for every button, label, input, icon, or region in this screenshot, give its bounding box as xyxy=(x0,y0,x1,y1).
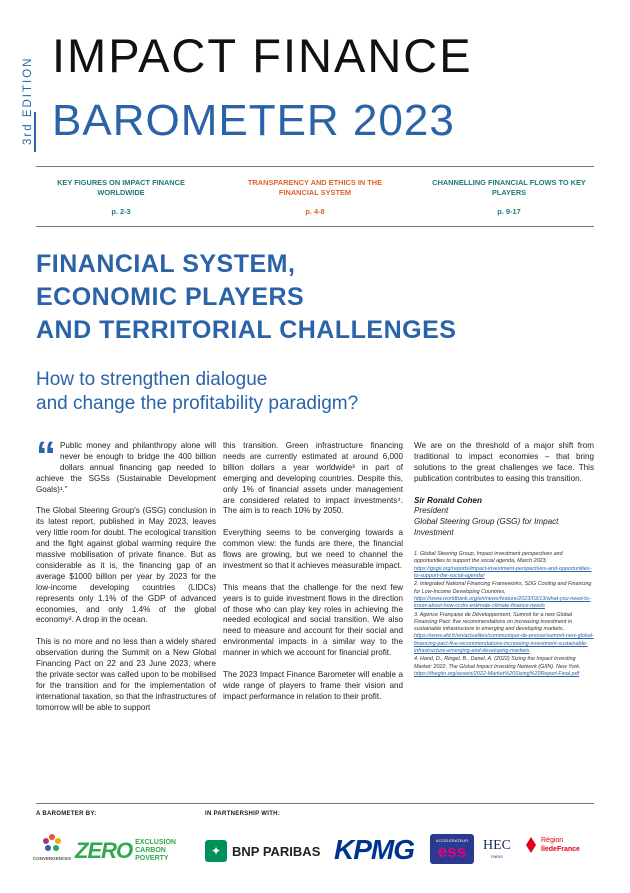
nav-item-transparency[interactable] xyxy=(230,178,400,216)
nav-item-key-figures[interactable] xyxy=(36,178,206,216)
paragraph: This means that the challenge for the next few years is to guide investment flows in the direction of those who can play key roles in achieving the needed ecological and social transition. We also need to measure and account for their social and environmental impacts in a similar way to the manner in which we account for financial profit. xyxy=(223,582,403,658)
nav-pages: p. 2-3 xyxy=(111,207,131,216)
zero-logo: ZERO EXCLUSION CARBON POVERTY xyxy=(75,838,176,863)
section-nav xyxy=(36,178,594,216)
body-column-2 xyxy=(223,441,403,714)
nav-item-channelling[interactable] xyxy=(424,178,594,216)
footnote-2: 2. Integrated National Financing Frameworks, SDG Costing and Financing for Low-Income Developing Countries, https://www.worldbank.org/en/news/feature/2023/03/13/what-you-need-to-know-about-how-ccdrs-estimate-climate-finance-needs xyxy=(414,581,592,610)
paragraph: The Global Steering Group's (GSG) conclusion in its latest report, published in May 2023, leaves very little room for doubt. The ecological transition and the fight against global warming require the massive mobilisation of private finance. But as considerable as it is, the financing gap of an average $1000 billion per year by 2023 for the low-income developing countries (LIDCs) represents only 1.1% of the GDP of advanced economies, and only 1.4% of the global economy². A drop in the ocean. xyxy=(36,506,216,625)
nav-title: CHANNELLING FINANCIAL FLOWS TO KEY PLAYERS xyxy=(432,178,586,197)
subheadline: How to strengthen dialogue and change the profitability paradigm? xyxy=(36,369,359,414)
opening-quote: “ Public money and philanthropy alone will never be enough to bridge the 400 billion dollars annual financing gap needed to achieve the SGSs (Sustainable Development Goals)¹.” xyxy=(36,434,216,494)
bnp-paribas-logo: ✦ BNP PARIBAS xyxy=(205,840,320,862)
star-icon: ✦ xyxy=(205,840,227,862)
paragraph: The 2023 Impact Finance Barometer will enable a wide range of players to frame their vision and impact performance in relation to their profit. xyxy=(223,669,403,701)
body-column-1 xyxy=(36,434,216,725)
nav-divider xyxy=(36,226,594,227)
title-line-1: IMPACT FINANCE xyxy=(52,29,473,82)
footer-divider xyxy=(36,803,594,804)
region-icon xyxy=(524,836,538,854)
convergences-icon xyxy=(40,831,64,855)
paragraph: Everything seems to be converging towards a common view: the funds are there, the financial flows are growing, but we need to channel the investment so that it achieves measurable impact. xyxy=(223,528,403,570)
footnote-link[interactable]: https://www.worldbank.org/en/news/feature/2023/03/13/what-you-need-to-know-about-how-ccdrs-estimate-climate-finance-needs xyxy=(414,595,591,610)
region-idf-logo: Région îledeFrance xyxy=(524,836,580,854)
quote-mark: “ xyxy=(36,434,56,478)
convergences-logo: CONVERGENCES xyxy=(34,831,70,861)
footnote-3: 3. Agence Française de Développement, Summit for a new Global Financing Pact: five recommendations on increasing investment in sustainable infrastructure in emerging and developing markets, https://www.afd.fr/en/actualites/communique-de-presse/summit-new-global-financing-pact-five-recommendations-increasing-investment-sustainable-infrastructure-emerging-and-developing-markets xyxy=(414,611,594,654)
ess-accelerator-logo: ACCÉLÉRATEUR ess xyxy=(430,834,474,864)
footnote-1: 1. Global Steering Group, Impact investment perspectives and opportunities to support the social agenda, March 2023, https://gsgii.org/reports/impact-investment-perspectives-and-opportunities-to-support-the-social-agenda/ xyxy=(414,551,592,580)
nav-pages: p. 4-8 xyxy=(305,207,325,216)
paragraph: this transition. Green infrastructure financing needs are currently estimated at around 6,000 billion dollars a year worldwide³ in part of emerging and developing countries. Despite this, only 1% of financial assets under management are considered related to impact investments⁴. The aim is to reach 10% by 2050. xyxy=(223,441,403,516)
paragraph: This is no more and no less than a widely shared observation during the Summit on a New Global Financing Pact on 22 and 23 June 2023, where the private sector was called upon to be mobilised for the transition and for the implementation of international taxation, so that the infrastructures of tomorrow will be able to support xyxy=(36,637,216,712)
body-column-3 xyxy=(414,441,594,679)
title-line-2: BAROMETER 2023 xyxy=(52,96,455,145)
barometer-by-label: A BAROMETER BY: xyxy=(36,811,97,817)
footnote-link[interactable]: https://thegiin.org/assets/2022-Market%20Sizing%20Report-Final.pdf xyxy=(414,670,580,677)
nav-title: TRANSPARENCY AND ETHICS IN THE FINANCIAL SYSTEM xyxy=(247,178,383,197)
top-divider xyxy=(36,166,594,167)
footnotes xyxy=(414,551,594,678)
edition-bar xyxy=(34,112,36,152)
footnote-link[interactable]: https://www.afd.fr/en/actualites/communique-de-presse/summit-new-global-financing-pact-five-recommendations-increasing-investment-sustainable-infrastructure-emerging-and-developing-markets xyxy=(414,633,594,654)
partnership-label: IN PARTNERSHIP WITH: xyxy=(205,811,281,817)
footnote-4: 4. Hand, D., Ringel, B., Danel, A. (2022) Sizing the Impact Investing Market: 2022. The Global Impact Investing Network (GIIN). New York. https://thegiin.org/assets/2022-Market%20Sizing%20Report-Final.pdf xyxy=(414,656,581,677)
nav-title: KEY FIGURES ON IMPACT FINANCE WORLDWIDE xyxy=(57,178,185,197)
edition-label: 3rd EDITION xyxy=(22,56,34,145)
signature: Sir Ronald Cohen President Global Steering Group (GSG) for Impact Investment xyxy=(414,495,559,538)
paragraph: We are on the threshold of a major shift from traditional to impact economies – that bring solutions to the great challenges we face. This publication contributes to easing this transition. xyxy=(414,441,594,483)
nav-pages: p. 9-17 xyxy=(497,207,521,216)
kpmg-logo: KPMG xyxy=(334,834,414,865)
footnote-link[interactable]: https://gsgii.org/reports/impact-investment-perspectives-and-opportunities-to-support-the-social-agenda/ xyxy=(414,565,592,580)
headline: FINANCIAL SYSTEM, ECONOMIC PLAYERS AND TERRITORIAL CHALLENGES xyxy=(36,250,457,344)
hec-logo: HEC PARIS xyxy=(483,838,511,859)
